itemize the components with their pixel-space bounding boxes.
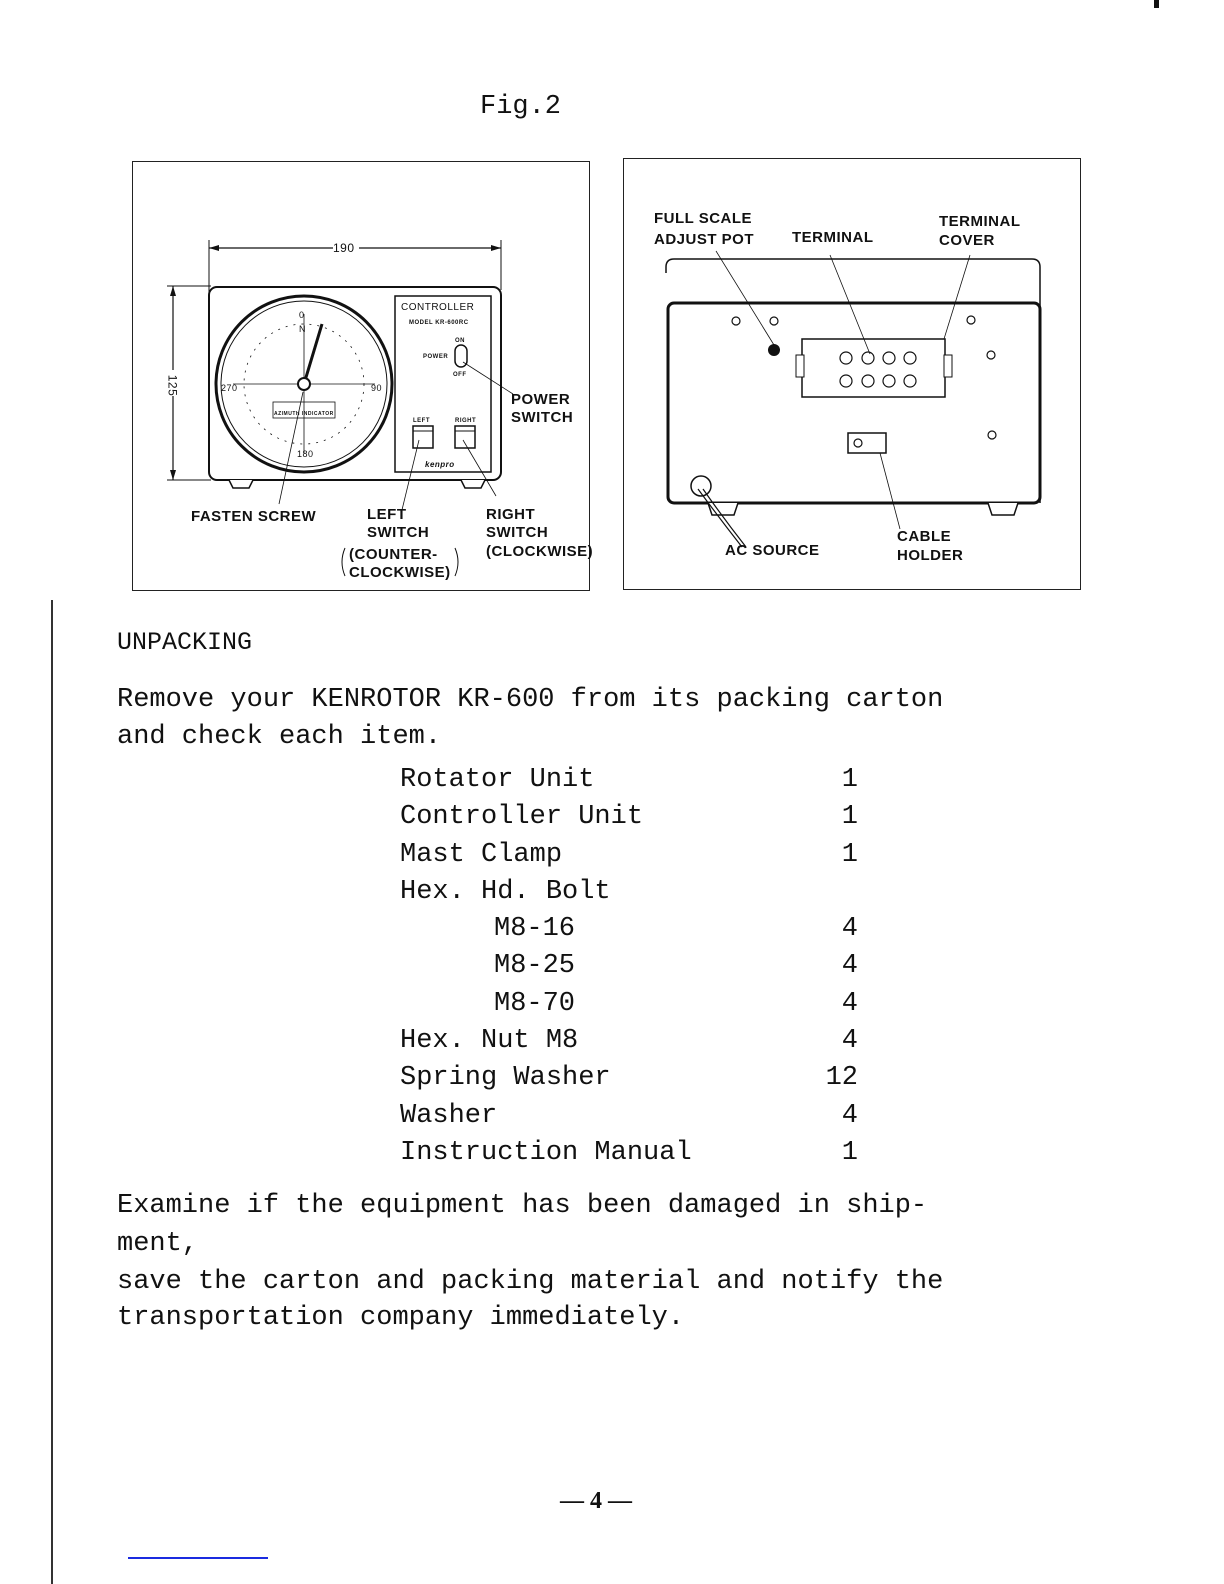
callout-full-scale-1: FULL SCALE (654, 210, 753, 227)
left-button-label: LEFT (413, 418, 430, 424)
meter-label-90: 90 (371, 383, 383, 393)
closing-line-1: Examine if the equipment has been damaged in ship- (117, 1191, 928, 1221)
packing-list (400, 762, 870, 1172)
list-item: Rotator Unit 1 (400, 765, 858, 795)
closing-line-3: save the carton and packing material and notify the (117, 1267, 944, 1297)
callout-left-switch-3: (COUNTER- (349, 546, 438, 563)
callout-cable-holder-1: CABLE (897, 528, 952, 545)
callout-power-switch-1: POWER (511, 391, 571, 408)
callout-right-switch-1: RIGHT (486, 506, 536, 523)
callout-terminal-cover-2: COVER (939, 232, 995, 249)
list-item: M8-16 4 (494, 914, 858, 945)
power-label: POWER (423, 354, 449, 360)
meter-label-180: 180 (297, 449, 314, 459)
list-item: M8-70 4 (494, 988, 858, 1019)
callout-left-switch-1: LEFT (367, 506, 407, 523)
closing-line-4: transportation company immediately. (117, 1303, 685, 1333)
callout-left-switch-2: SWITCH (367, 524, 430, 541)
callout-right-switch-2: SWITCH (486, 524, 549, 541)
controller-rear-diagram (623, 158, 1081, 590)
list-item: Spring Washer 12 (400, 1063, 858, 1094)
controller-title: CONTROLLER (401, 302, 475, 313)
width-dimension: 190 (333, 241, 355, 255)
callout-terminal-cover-1: TERMINAL (939, 213, 1021, 230)
list-item: Hex. Nut M8 4 (400, 1026, 858, 1057)
callout-power-switch-2: SWITCH (511, 409, 574, 426)
controller-front-diagram (132, 161, 594, 591)
list-item: M8-25 4 (494, 951, 858, 982)
page-number: — 4 — (560, 1488, 632, 1514)
brand-logo: kenpro (425, 460, 455, 469)
meter-caption: AZIMUTH INDICATOR (274, 411, 334, 417)
meter-label-270: 270 (221, 383, 238, 393)
scan-corner-mark (1154, 0, 1159, 8)
closing-line-2: ment, (117, 1229, 199, 1259)
list-item: Mast Clamp 1 (400, 839, 858, 870)
callout-terminal: TERMINAL (792, 229, 874, 246)
callout-right-switch-3: (CLOCKWISE) (486, 543, 594, 560)
callout-full-scale-2: ADJUST POT (654, 231, 755, 248)
list-item: Controller Unit 1 (400, 802, 858, 833)
scan-margin-line (51, 600, 53, 1584)
meter-label-0: 0 (299, 310, 305, 320)
intro-line-1: Remove your KENROTOR KR-600 from its packing carton (117, 685, 944, 715)
figure-title: Fig.2 (480, 92, 562, 122)
section-heading: UNPACKING (117, 628, 253, 657)
list-item: Instruction Manual 1 (400, 1137, 858, 1168)
callout-cable-holder-2: HOLDER (897, 547, 964, 564)
callout-left-switch-4: CLOCKWISE) (349, 564, 451, 581)
callout-ac-source: AC SOURCE (725, 542, 820, 559)
off-label: OFF (453, 372, 467, 378)
list-item: Hex. Hd. Bolt (400, 876, 611, 907)
intro-line-2: and check each item. (117, 722, 442, 752)
scan-blue-mark (128, 1557, 268, 1559)
height-dimension: 125 (165, 374, 180, 397)
right-button-label: RIGHT (455, 418, 477, 424)
list-item: Washer 4 (400, 1100, 858, 1131)
callout-fasten-screw: FASTEN SCREW (191, 508, 317, 525)
controller-model: MODEL KR-600RC (409, 320, 469, 326)
meter-label-n: N (299, 324, 306, 334)
on-label: ON (455, 338, 465, 344)
